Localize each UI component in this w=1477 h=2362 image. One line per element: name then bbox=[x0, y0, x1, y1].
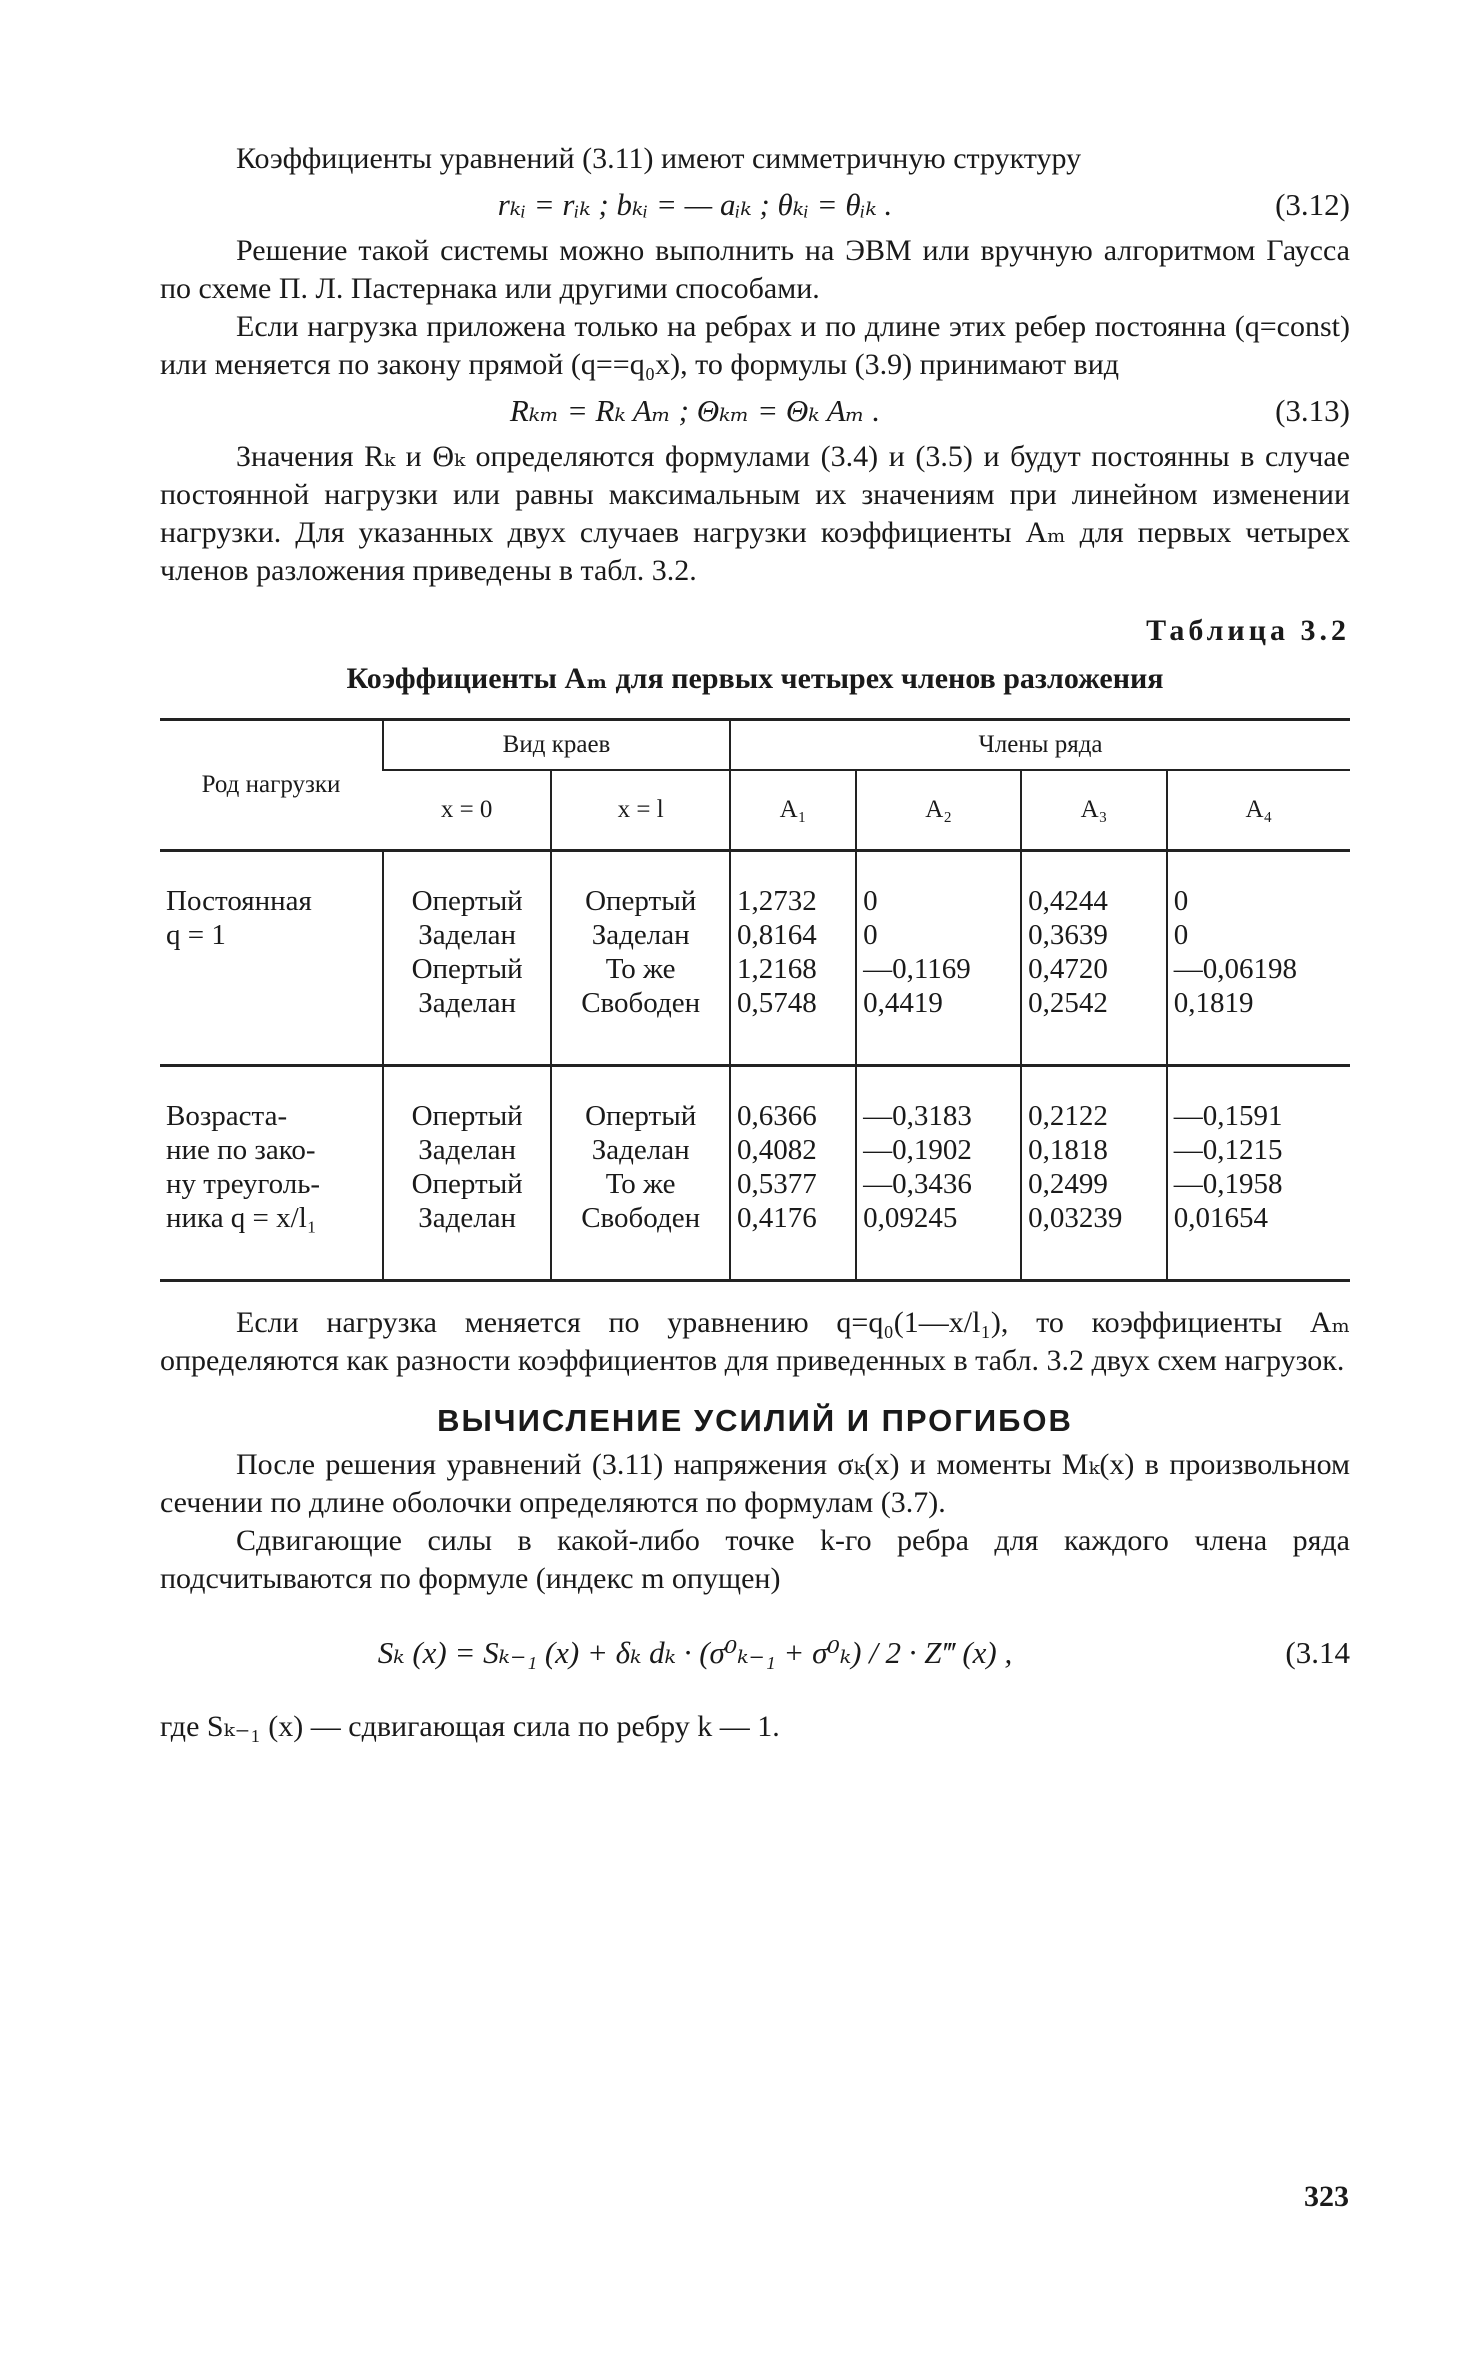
table-label: Таблица 3.2 bbox=[1146, 614, 1350, 647]
xl-value: Свободен bbox=[581, 1202, 701, 1234]
a4-value: 0 bbox=[1173, 885, 1189, 917]
x0-value: Опертый bbox=[411, 1168, 523, 1200]
a4-value: 0,1819 bbox=[1173, 987, 1254, 1019]
a1-cell bbox=[730, 1066, 856, 1281]
x0-cell bbox=[383, 851, 551, 1066]
load-line: q = 1 bbox=[166, 919, 226, 951]
xl-value: Опертый bbox=[585, 885, 697, 917]
header-x0: x = 0 bbox=[383, 770, 551, 851]
a2-value: 0,09245 bbox=[863, 1202, 958, 1234]
a2-cell bbox=[856, 1066, 1021, 1281]
xl-value: Заделан bbox=[591, 1134, 690, 1166]
a1-value: 1,2168 bbox=[737, 953, 817, 985]
x0-value: Заделан bbox=[418, 1202, 517, 1234]
a4-value: —0,1958 bbox=[1173, 1168, 1283, 1200]
load-line: ника q = x/l₁ bbox=[166, 1202, 317, 1234]
xl-value: Заделан bbox=[591, 919, 690, 951]
xl-cell bbox=[551, 851, 730, 1066]
xl-value: Опертый bbox=[585, 1100, 697, 1132]
a3-cell bbox=[1021, 1066, 1167, 1281]
a2-value: 0 bbox=[863, 919, 878, 951]
a3-value: 0,03239 bbox=[1028, 1202, 1123, 1234]
table-row bbox=[160, 1066, 1350, 1281]
a4-cell bbox=[1167, 1066, 1350, 1281]
page-number: 323 bbox=[1304, 2180, 1349, 2213]
a3-value: 0,3639 bbox=[1028, 919, 1108, 951]
x0-value: Заделан bbox=[418, 919, 517, 951]
a1-cell bbox=[730, 851, 856, 1066]
a1-value: 0,4082 bbox=[737, 1134, 817, 1166]
equation-number: (3.13) bbox=[1275, 393, 1350, 428]
paragraph-7: Сдвигающие силы в какой-либо точке k-го ребра для каждого члена ряда подсчитываются по формуле (индекс m опущен) bbox=[160, 1524, 1350, 1595]
a3-value: 0,1818 bbox=[1028, 1134, 1108, 1166]
table-row bbox=[160, 851, 1350, 1066]
a4-value: —0,1215 bbox=[1173, 1134, 1283, 1166]
x0-cell bbox=[383, 1066, 551, 1281]
header-a4: A₄ bbox=[1167, 770, 1350, 851]
a2-value: —0,1902 bbox=[863, 1134, 972, 1166]
a1-value: 0,4176 bbox=[737, 1202, 817, 1234]
a3-value: 0,2122 bbox=[1028, 1100, 1108, 1132]
a3-value: 0,2542 bbox=[1028, 987, 1108, 1019]
paragraph-1: Коэффициенты уравнений (3.11) имеют симметричную структуру bbox=[236, 142, 1082, 175]
load-cell bbox=[160, 851, 383, 1066]
header-xl: x = l bbox=[551, 770, 730, 851]
equation-body: rₖᵢ = rᵢₖ ; bₖᵢ = — aᵢₖ ; θₖᵢ = θᵢₖ . bbox=[497, 187, 893, 222]
table-title: Коэффициенты Aₘ для первых четырех членов разложения bbox=[346, 662, 1164, 695]
coefficients-table bbox=[160, 718, 1350, 1282]
a4-value: 0 bbox=[1173, 919, 1189, 951]
a4-value: 0,01654 bbox=[1173, 1202, 1268, 1234]
x0-value: Опертый bbox=[411, 953, 523, 985]
a1-value: 0,5377 bbox=[737, 1168, 817, 1200]
xl-value: То же bbox=[605, 953, 676, 985]
paragraph-6: После решения уравнений (3.11) напряжения σₖ(x) и моменты Mₖ(x) в произвольном сечении по длине оболочки определяются по формулам (3.7). bbox=[160, 1448, 1350, 1519]
equation-3-13 bbox=[160, 384, 1350, 438]
equation-body: Sₖ (x) = Sₖ₋₁ (x) + δₖ dₖ · (σ⁰ₖ₋₁ + σ⁰ₖ) / 2 · Z‴ (x) , bbox=[377, 1635, 1013, 1670]
paragraph-5: Если нагрузка меняется по уравнению q=q₀(1—x/l₁), то коэффициенты Aₘ определяются как разности коэффициентов для приведенных в табл. 3.2 двух схем нагрузок. bbox=[160, 1306, 1350, 1377]
a2-value: —0,3436 bbox=[863, 1168, 972, 1200]
x0-value: Заделан bbox=[418, 987, 517, 1019]
a2-value: —0,3183 bbox=[863, 1100, 972, 1132]
a1-value: 1,2732 bbox=[737, 885, 817, 917]
paragraph-8: где Sₖ₋₁ (x) — сдвигающая сила по ребру k — 1. bbox=[160, 1710, 780, 1743]
a4-cell bbox=[1167, 851, 1350, 1066]
a3-value: 0,4244 bbox=[1028, 885, 1108, 917]
equation-3-12 bbox=[160, 178, 1350, 232]
a2-value: 0 bbox=[863, 885, 878, 917]
load-line: Возраста- bbox=[166, 1100, 288, 1132]
a4-value: —0,06198 bbox=[1173, 953, 1297, 985]
x0-value: Опертый bbox=[411, 1100, 523, 1132]
equation-3-14 bbox=[160, 1598, 1350, 1708]
a3-cell bbox=[1021, 851, 1167, 1066]
section-heading: ВЫЧИСЛЕНИЕ УСИЛИЙ И ПРОГИБОВ bbox=[437, 1403, 1073, 1438]
paragraph-4: Значения Rₖ и Θₖ определяются формулами (3.4) и (3.5) и будут постоянны в случае постоянной нагрузки или равны максимальным их значениям при линейном изменении нагрузки. Для указанных двух случаев нагрузки коэффициенты Aₘ для первых четырех членов разложения приведены в табл. 3.2. bbox=[160, 440, 1350, 587]
header-load-type: Род нагрузки bbox=[160, 720, 383, 851]
a1-value: 0,5748 bbox=[737, 987, 817, 1019]
a4-value: —0,1591 bbox=[1173, 1100, 1283, 1132]
load-cell bbox=[160, 1066, 383, 1281]
page-content bbox=[160, 140, 1350, 1746]
a2-cell bbox=[856, 851, 1021, 1066]
xl-cell bbox=[551, 1066, 730, 1281]
paragraph-3: Если нагрузка приложена только на ребрах и по длине этих ребер постоянна (q=const) или меняется по закону прямой (q==q₀x), то формулы (3.9) принимают вид bbox=[160, 310, 1350, 381]
x0-value: Опертый bbox=[411, 885, 523, 917]
a1-value: 0,6366 bbox=[737, 1100, 817, 1132]
header-edge-type: Вид краев bbox=[383, 720, 730, 771]
header-a2: A₂ bbox=[856, 770, 1021, 851]
load-line: ну треуголь- bbox=[166, 1168, 321, 1200]
header-series-terms: Члены ряда bbox=[730, 720, 1350, 771]
equation-number: (3.14 bbox=[1285, 1635, 1350, 1670]
a2-value: 0,4419 bbox=[863, 987, 943, 1019]
header-a1: A₁ bbox=[730, 770, 856, 851]
equation-number: (3.12) bbox=[1275, 187, 1350, 222]
equation-body: Rₖₘ = Rₖ Aₘ ; Θₖₘ = Θₖ Aₘ . bbox=[509, 393, 881, 428]
x0-value: Заделан bbox=[418, 1134, 517, 1166]
a3-value: 0,4720 bbox=[1028, 953, 1108, 985]
a3-value: 0,2499 bbox=[1028, 1168, 1108, 1200]
xl-value: Свободен bbox=[581, 987, 701, 1019]
load-line: ние по зако- bbox=[166, 1134, 316, 1166]
a2-value: —0,1169 bbox=[863, 953, 971, 985]
load-line: Постоянная bbox=[166, 885, 312, 917]
a1-value: 0,8164 bbox=[737, 919, 817, 951]
xl-value: То же bbox=[605, 1168, 676, 1200]
header-a3: A₃ bbox=[1021, 770, 1167, 851]
paragraph-2: Решение такой системы можно выполнить на ЭВМ или вручную алгоритмом Гаусса по схеме П. Л. Пастернака или другими способами. bbox=[160, 234, 1350, 305]
